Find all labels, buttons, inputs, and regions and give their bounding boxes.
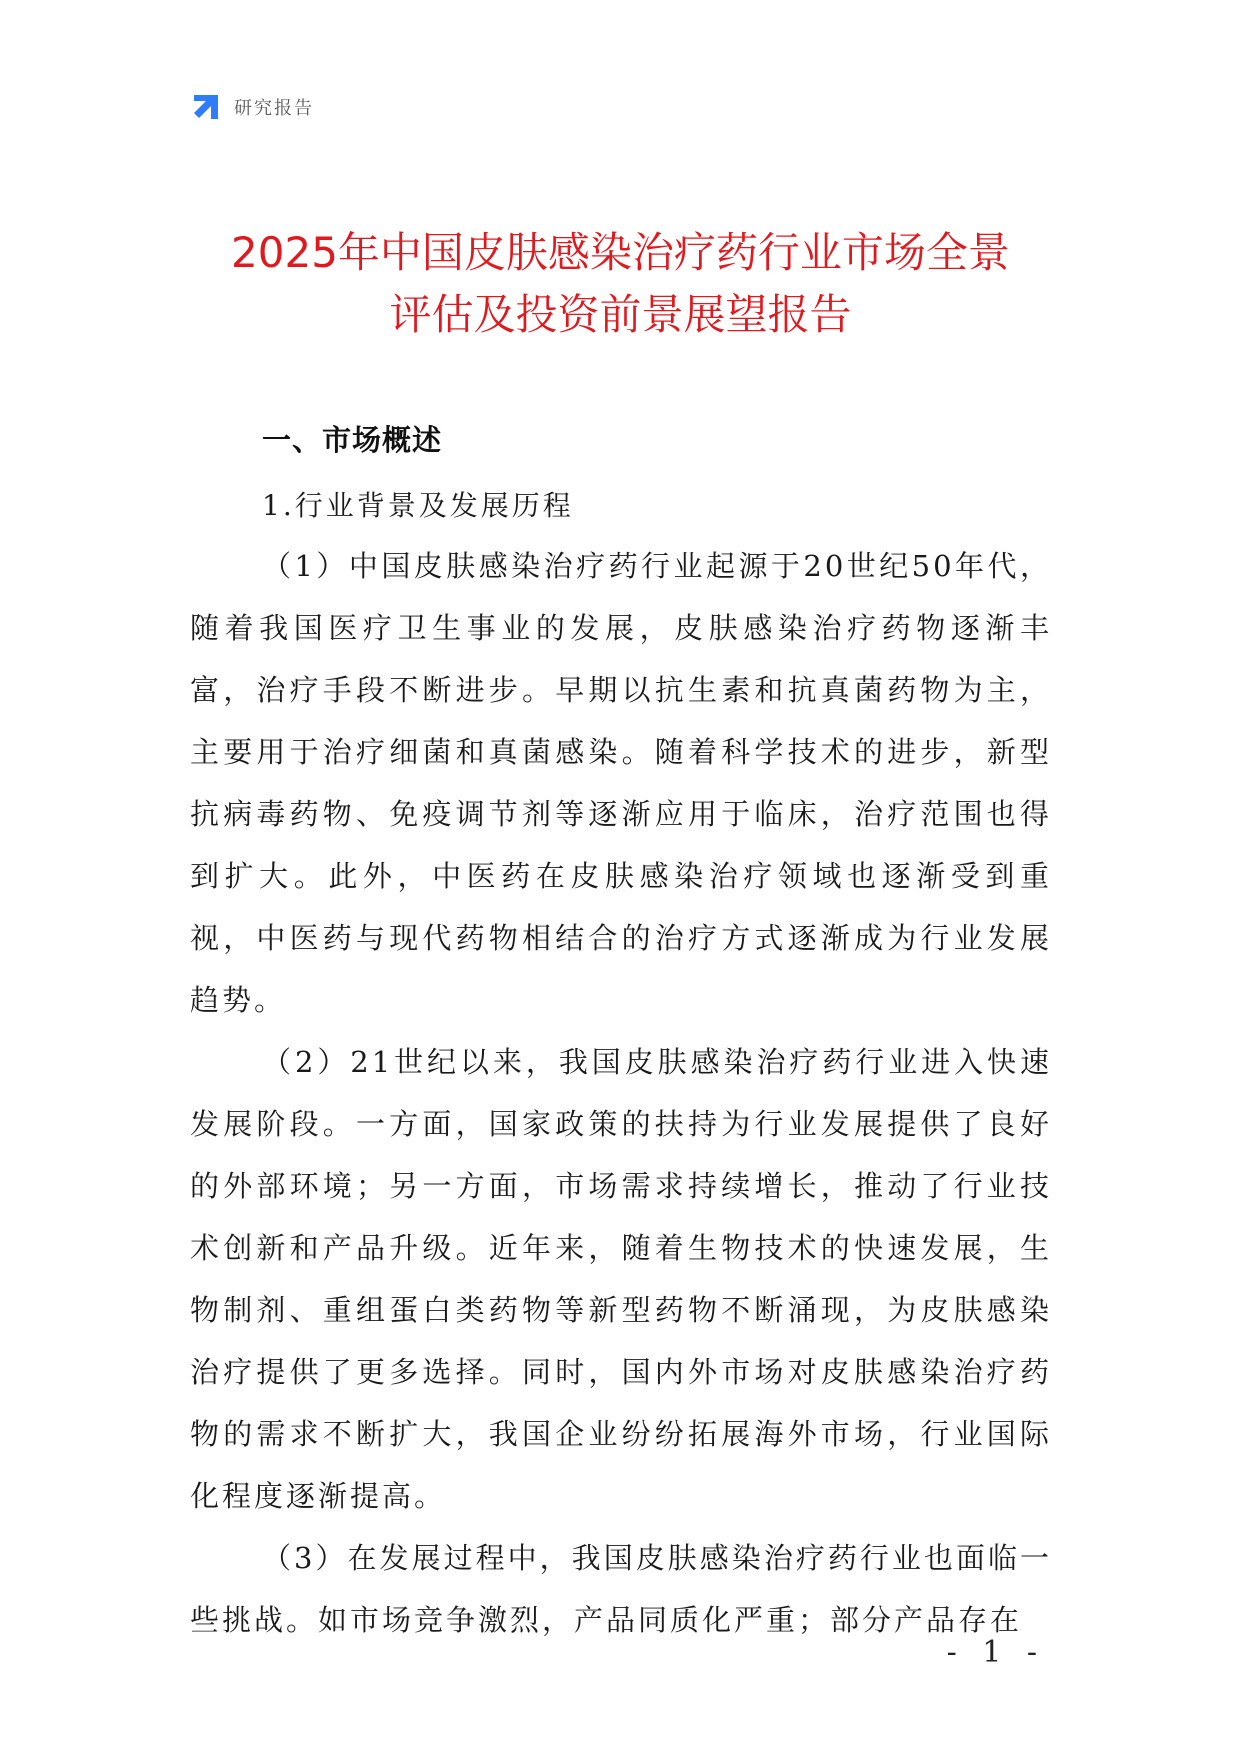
report-header <box>190 90 314 124</box>
body-text <box>190 535 1052 1651</box>
sub-heading: 1.行业背景及发展历程 <box>262 489 574 522</box>
report-title-line-1: 2025年中国皮肤感染治疗药行业市场全景 <box>231 228 1010 277</box>
paragraph-1: （1）中国皮肤感染治疗药行业起源于20世纪50年代，随着我国医疗卫生事业的发展，皮肤感染治疗药物逐渐丰富，治疗手段不断进步。早期以抗生素和抗真菌药物为主，主要用于治疗细菌和真菌感染。随着科学技术的进步，新型抗病毒药物、免疫调节剂等逐渐应用于临床，治疗范围也得到扩大。此外，中医药在皮肤感染治疗领域也逐渐受到重视，中医药与现代药物相结合的治疗方式逐渐成为行业发展趋势。 <box>190 549 1052 1017</box>
arrow-up-right-icon <box>190 91 222 123</box>
paragraph-3: （3）在发展过程中，我国皮肤感染治疗药行业也面临一些挑战。如市场竞争激烈，产品同质化严重；部分产品存在 <box>190 1541 1052 1637</box>
paragraph-2: （2）21世纪以来，我国皮肤感染治疗药行业进入快速发展阶段。一方面，国家政策的扶持为行业发展提供了良好的外部环境；另一方面，市场需求持续增长，推动了行业技术创新和产品升级。近年来，随着生物技术的快速发展，生物制剂、重组蛋白类药物等新型药物不断涌现，为皮肤感染治疗提供了更多选择。同时，国内外市场对皮肤感染治疗药物的需求不断扩大，我国企业纷纷拓展海外市场，行业国际化程度逐渐提高。 <box>190 1045 1052 1513</box>
section-heading: 一、市场概述 <box>262 423 443 457</box>
page-number: - 1 - <box>946 1635 1045 1670</box>
report-title <box>120 222 1121 346</box>
report-title-line-2: 评估及投资前景展望报告 <box>389 290 852 339</box>
report-type-label: 研究报告 <box>234 98 314 119</box>
